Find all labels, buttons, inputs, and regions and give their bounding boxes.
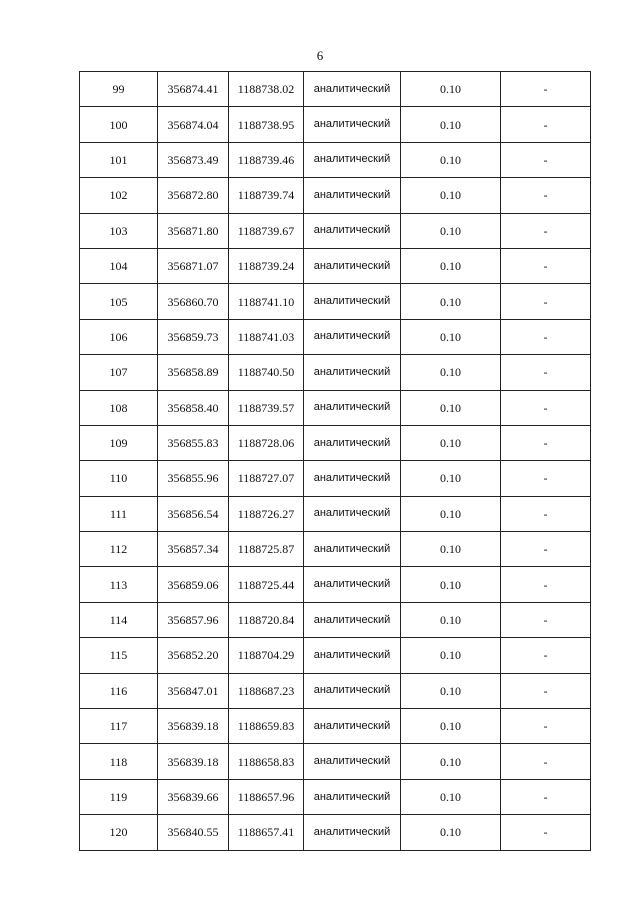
cell-point-number: 102: [80, 178, 158, 213]
cell-point-number: 119: [80, 779, 158, 814]
cell-description: -: [501, 319, 591, 354]
cell-method: аналитический: [304, 72, 401, 107]
table-row: [80, 72, 591, 107]
cell-method: аналитический: [304, 142, 401, 177]
cell-coordinate-y: 1188728.06: [229, 425, 304, 460]
cell-coordinate-x: 356839.18: [158, 709, 229, 744]
cell-accuracy: 0.10: [401, 744, 501, 779]
cell-coordinate-x: 356872.80: [158, 178, 229, 213]
cell-accuracy: 0.10: [401, 248, 501, 283]
cell-description: -: [501, 72, 591, 107]
coordinates-table-body: [80, 72, 591, 851]
cell-coordinate-x: 356856.54: [158, 496, 229, 531]
table-row: [80, 355, 591, 390]
cell-description: -: [501, 461, 591, 496]
cell-coordinate-y: 1188658.83: [229, 744, 304, 779]
cell-coordinate-y: 1188704.29: [229, 638, 304, 673]
cell-coordinate-y: 1188739.24: [229, 248, 304, 283]
cell-coordinate-x: 356858.40: [158, 390, 229, 425]
cell-coordinate-y: 1188657.96: [229, 779, 304, 814]
cell-description: -: [501, 142, 591, 177]
cell-coordinate-x: 356873.49: [158, 142, 229, 177]
cell-accuracy: 0.10: [401, 142, 501, 177]
cell-point-number: 99: [80, 72, 158, 107]
cell-point-number: 115: [80, 638, 158, 673]
cell-accuracy: 0.10: [401, 567, 501, 602]
cell-method: аналитический: [304, 355, 401, 390]
cell-description: -: [501, 390, 591, 425]
cell-coordinate-y: 1188739.46: [229, 142, 304, 177]
cell-coordinate-x: 356859.73: [158, 319, 229, 354]
cell-method: аналитический: [304, 107, 401, 142]
table-row: [80, 319, 591, 354]
cell-coordinate-x: 356840.55: [158, 815, 229, 850]
cell-coordinate-x: 356871.07: [158, 248, 229, 283]
table-row: [80, 602, 591, 637]
cell-coordinate-y: 1188727.07: [229, 461, 304, 496]
cell-point-number: 105: [80, 284, 158, 319]
cell-accuracy: 0.10: [401, 532, 501, 567]
cell-description: -: [501, 709, 591, 744]
cell-point-number: 118: [80, 744, 158, 779]
cell-point-number: 117: [80, 709, 158, 744]
table-row: [80, 496, 591, 531]
cell-coordinate-x: 356852.20: [158, 638, 229, 673]
cell-point-number: 103: [80, 213, 158, 248]
table-row: [80, 709, 591, 744]
cell-method: аналитический: [304, 213, 401, 248]
cell-point-number: 107: [80, 355, 158, 390]
cell-coordinate-y: 1188720.84: [229, 602, 304, 637]
cell-coordinate-x: 356857.34: [158, 532, 229, 567]
cell-accuracy: 0.10: [401, 673, 501, 708]
cell-method: аналитический: [304, 744, 401, 779]
cell-point-number: 104: [80, 248, 158, 283]
cell-coordinate-x: 356839.66: [158, 779, 229, 814]
cell-point-number: 108: [80, 390, 158, 425]
cell-description: -: [501, 496, 591, 531]
cell-method: аналитический: [304, 461, 401, 496]
cell-coordinate-x: 356871.80: [158, 213, 229, 248]
table-row: [80, 142, 591, 177]
cell-description: -: [501, 284, 591, 319]
cell-description: -: [501, 638, 591, 673]
cell-accuracy: 0.10: [401, 72, 501, 107]
cell-coordinate-y: 1188657.41: [229, 815, 304, 850]
cell-coordinate-y: 1188739.57: [229, 390, 304, 425]
cell-point-number: 113: [80, 567, 158, 602]
cell-point-number: 110: [80, 461, 158, 496]
cell-method: аналитический: [304, 673, 401, 708]
cell-accuracy: 0.10: [401, 355, 501, 390]
table-row: [80, 532, 591, 567]
cell-coordinate-y: 1188738.02: [229, 72, 304, 107]
cell-coordinate-x: 356859.06: [158, 567, 229, 602]
cell-method: аналитический: [304, 284, 401, 319]
cell-method: аналитический: [304, 496, 401, 531]
cell-coordinate-x: 356839.18: [158, 744, 229, 779]
table-row: [80, 744, 591, 779]
cell-description: -: [501, 178, 591, 213]
cell-coordinate-y: 1188659.83: [229, 709, 304, 744]
table-row: [80, 390, 591, 425]
table-row: [80, 779, 591, 814]
cell-coordinate-y: 1188725.87: [229, 532, 304, 567]
cell-description: -: [501, 602, 591, 637]
cell-accuracy: 0.10: [401, 815, 501, 850]
cell-accuracy: 0.10: [401, 178, 501, 213]
cell-accuracy: 0.10: [401, 319, 501, 354]
cell-method: аналитический: [304, 178, 401, 213]
cell-accuracy: 0.10: [401, 496, 501, 531]
table-row: [80, 673, 591, 708]
cell-coordinate-y: 1188738.95: [229, 107, 304, 142]
cell-description: -: [501, 532, 591, 567]
cell-accuracy: 0.10: [401, 390, 501, 425]
cell-accuracy: 0.10: [401, 213, 501, 248]
cell-coordinate-x: 356847.01: [158, 673, 229, 708]
cell-description: -: [501, 213, 591, 248]
cell-method: аналитический: [304, 532, 401, 567]
cell-description: -: [501, 107, 591, 142]
cell-point-number: 101: [80, 142, 158, 177]
cell-coordinate-y: 1188740.50: [229, 355, 304, 390]
cell-point-number: 114: [80, 602, 158, 637]
table-row: [80, 425, 591, 460]
cell-coordinate-y: 1188741.10: [229, 284, 304, 319]
cell-coordinate-y: 1188687.23: [229, 673, 304, 708]
cell-coordinate-y: 1188726.27: [229, 496, 304, 531]
cell-coordinate-y: 1188741.03: [229, 319, 304, 354]
table-row: [80, 248, 591, 283]
cell-description: -: [501, 248, 591, 283]
cell-coordinate-x: 356874.04: [158, 107, 229, 142]
coordinates-table: [79, 71, 591, 851]
cell-point-number: 106: [80, 319, 158, 354]
cell-description: -: [501, 744, 591, 779]
cell-method: аналитический: [304, 567, 401, 602]
cell-description: -: [501, 815, 591, 850]
table-row: [80, 815, 591, 850]
cell-method: аналитический: [304, 390, 401, 425]
cell-method: аналитический: [304, 602, 401, 637]
cell-description: -: [501, 425, 591, 460]
cell-method: аналитический: [304, 779, 401, 814]
cell-coordinate-x: 356858.89: [158, 355, 229, 390]
cell-method: аналитический: [304, 425, 401, 460]
cell-method: аналитический: [304, 709, 401, 744]
cell-method: аналитический: [304, 319, 401, 354]
cell-coordinate-x: 356857.96: [158, 602, 229, 637]
cell-coordinate-y: 1188739.67: [229, 213, 304, 248]
cell-description: -: [501, 355, 591, 390]
cell-accuracy: 0.10: [401, 638, 501, 673]
cell-point-number: 100: [80, 107, 158, 142]
table-row: [80, 461, 591, 496]
table-row: [80, 284, 591, 319]
cell-point-number: 112: [80, 532, 158, 567]
cell-coordinate-x: 356874.41: [158, 72, 229, 107]
cell-point-number: 109: [80, 425, 158, 460]
cell-coordinate-y: 1188739.74: [229, 178, 304, 213]
table-row: [80, 107, 591, 142]
cell-coordinate-x: 356860.70: [158, 284, 229, 319]
cell-point-number: 111: [80, 496, 158, 531]
cell-coordinate-y: 1188725.44: [229, 567, 304, 602]
cell-coordinate-x: 356855.83: [158, 425, 229, 460]
cell-point-number: 116: [80, 673, 158, 708]
cell-accuracy: 0.10: [401, 461, 501, 496]
cell-coordinate-x: 356855.96: [158, 461, 229, 496]
table-row: [80, 178, 591, 213]
cell-method: аналитический: [304, 815, 401, 850]
cell-accuracy: 0.10: [401, 602, 501, 637]
cell-method: аналитический: [304, 638, 401, 673]
cell-description: -: [501, 673, 591, 708]
cell-accuracy: 0.10: [401, 709, 501, 744]
cell-method: аналитический: [304, 248, 401, 283]
cell-accuracy: 0.10: [401, 779, 501, 814]
cell-accuracy: 0.10: [401, 107, 501, 142]
cell-description: -: [501, 779, 591, 814]
page-number: 6: [316, 48, 324, 63]
table-row: [80, 638, 591, 673]
cell-accuracy: 0.10: [401, 284, 501, 319]
cell-accuracy: 0.10: [401, 425, 501, 460]
cell-point-number: 120: [80, 815, 158, 850]
table-row: [80, 567, 591, 602]
cell-description: -: [501, 567, 591, 602]
table-row: [80, 213, 591, 248]
